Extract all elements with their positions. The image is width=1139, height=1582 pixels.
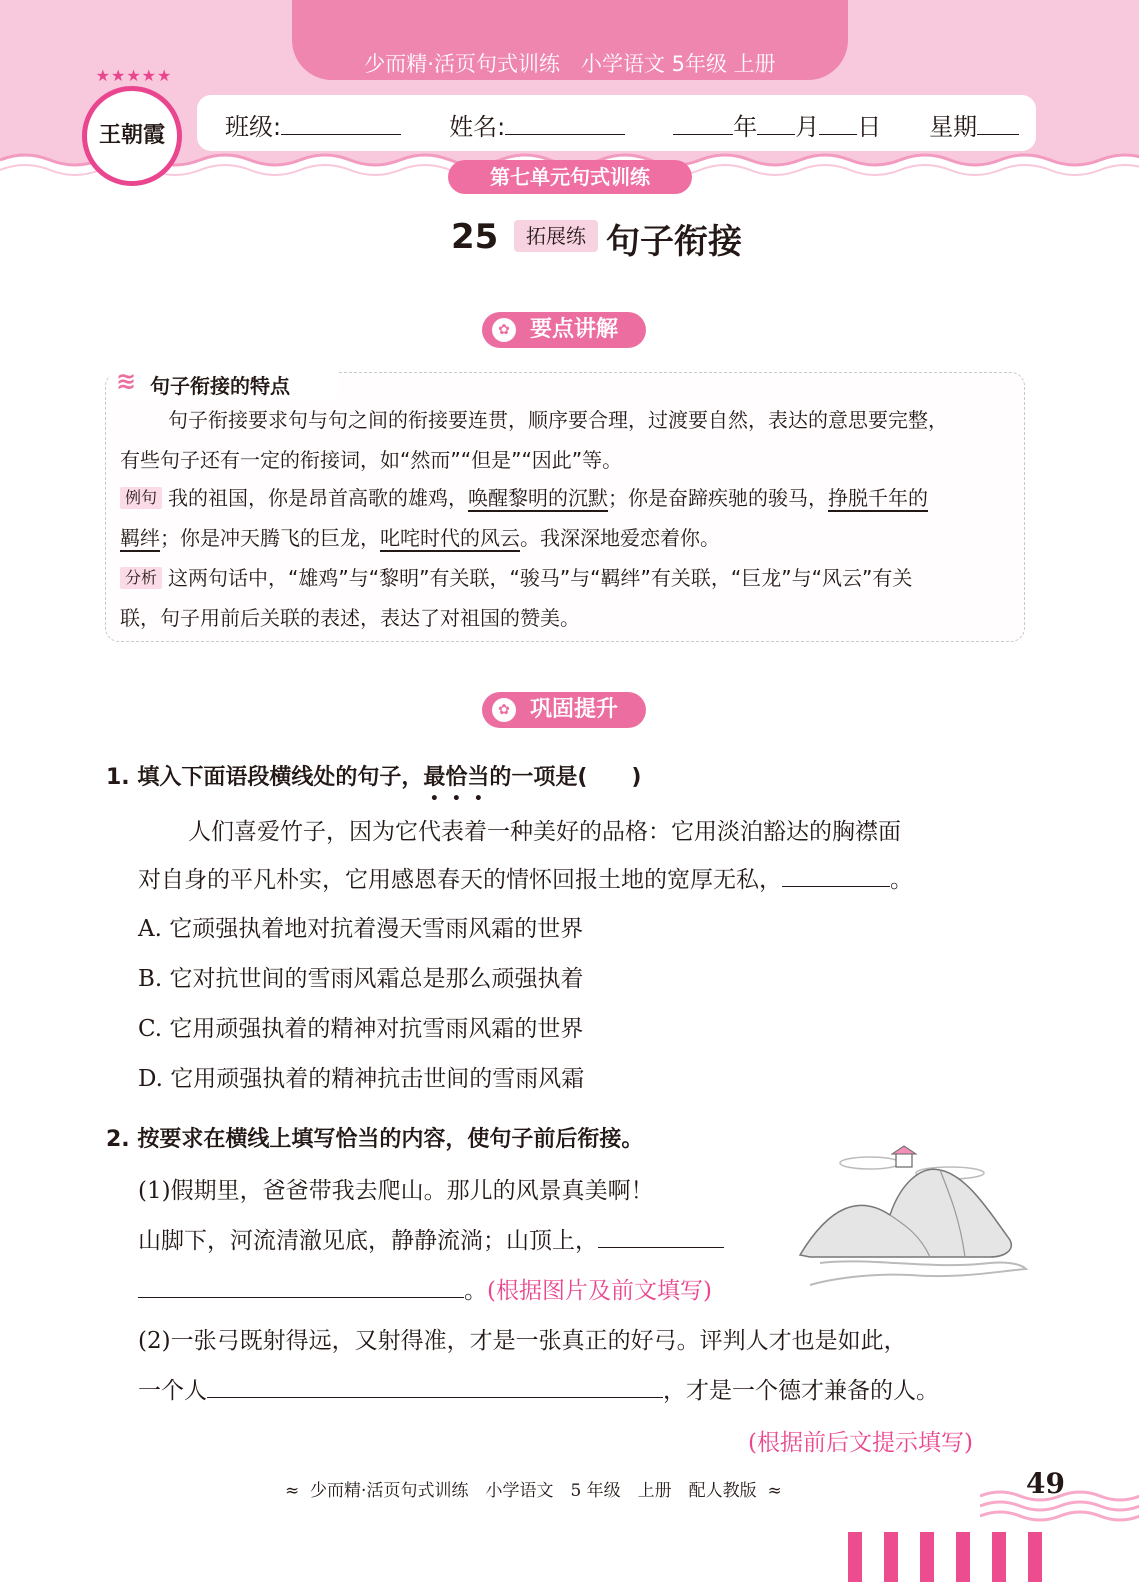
option-b[interactable]: B. 它对抗世间的雪雨风霜总是那么顽强执着 [138, 966, 584, 992]
example-text-4: 。我深深地爱恋着你。 [520, 526, 720, 550]
footer-bar [848, 1532, 862, 1582]
example-underline-1: 唤醒黎明的沉默 [468, 486, 609, 510]
series-title: 少而精·活页句式训练 小学语文 5年级 上册 [364, 52, 776, 76]
q1-passage-line-2 [138, 856, 1028, 904]
name-label: 姓名: [449, 113, 506, 141]
example-line-1 [120, 478, 1020, 518]
example-text-1: 我的祖国，你是昂首高歌的雄鸡， [168, 486, 469, 510]
section-key-points [482, 312, 646, 348]
section-practice [482, 692, 646, 728]
section-practice-label: 巩固提升 [530, 697, 619, 722]
concept-title: 句子衔接的特点 [150, 374, 290, 398]
footer-wave [980, 1488, 1139, 1522]
q2-2-start: 一个人 [138, 1378, 207, 1404]
analysis-line-1 [120, 558, 1020, 598]
option-c[interactable]: C. 它用顽强执着的精神对抗雪雨风霜的世界 [138, 1016, 584, 1042]
concept-line-2: 有些句子还有一定的衔接词，如“然而”“但是”“因此”等。 [120, 448, 623, 472]
example-text-2: ；你是奋蹄疾驰的骏马， [608, 486, 829, 510]
medal-icon: ✿ [492, 318, 516, 342]
option-d[interactable]: D. 它用顽强执着的精神抗击世间的雪雨风霜 [138, 1066, 585, 1092]
q1-title-part-c[interactable]: 的一项是( ) [489, 765, 642, 790]
page-number: 49 [1026, 1467, 1065, 1500]
waves-icon: ≋ [116, 367, 137, 395]
q2-1-text: 山脚下，河流清澈见底，静静流淌；山顶上， [138, 1228, 598, 1254]
q1-title-part-a: 1. 填入下面语段横线处的句子， [106, 765, 424, 790]
lesson-number: 25 [451, 217, 499, 257]
year-label: 年 [733, 113, 758, 141]
lesson-title: 句子衔接 [606, 222, 742, 262]
q1-emphasis-1: 最 [423, 765, 446, 790]
footer-bar [956, 1532, 970, 1582]
q2-2-line-1: (2)一张弓既射得远，又射得准，才是一张真正的好弓。评判人才也是如此， [138, 1328, 907, 1354]
brand-logo-text: 王朝霞 [98, 122, 165, 148]
footer-bar [992, 1532, 1006, 1582]
day-field[interactable] [819, 134, 857, 135]
student-info-row [225, 107, 1019, 142]
example-underline-2b: 羁绊 [120, 526, 160, 550]
q2-1-hint: (根据图片及前文填写) [487, 1278, 712, 1304]
q1-passage-end: 。 [890, 867, 913, 893]
year-field[interactable] [673, 134, 733, 135]
q2-2-line-2 [138, 1366, 939, 1416]
question-2-title: 2. 按要求在横线上填写恰当的内容，使句子前后衔接。 [106, 1127, 644, 1152]
example-underline-3: 叱咤时代的风云 [380, 526, 520, 550]
medal-icon: ✿ [492, 698, 516, 722]
weekday-field[interactable] [977, 134, 1019, 135]
mountain-illustration [790, 1145, 1030, 1295]
question-1-passage [138, 808, 1028, 904]
logo-stars: ★★★★★ [95, 66, 173, 85]
weekday-label: 星期 [929, 113, 978, 141]
question-1-options [138, 904, 584, 1104]
unit-label: 第七单元句式训练 [448, 160, 692, 194]
option-a[interactable]: A. 它顽强执着地对抗着漫天雪雨风霜的世界 [138, 916, 584, 942]
example-tag: 例句 [120, 487, 162, 509]
question-1-title [106, 760, 642, 791]
q2-1-blank-a[interactable] [598, 1247, 724, 1248]
example-text-3: ；你是冲天腾飞的巨龙， [160, 526, 380, 550]
footer-bar [920, 1532, 934, 1582]
class-label: 班级: [225, 113, 282, 141]
q2-2-hint: (根据前后文提示填写) [748, 1430, 973, 1456]
q1-emphasis-3: 当 [467, 765, 490, 790]
q2-1-end: 。 [464, 1278, 487, 1304]
lesson-tag: 拓展练 [514, 220, 598, 252]
footer-bar [884, 1532, 898, 1582]
question-2-part-1 [138, 1166, 724, 1316]
q2-2-end: ，才是一个德才兼备的人。 [663, 1378, 939, 1404]
analysis-text-1: 这两句话中，“雄鸡”与“黎明”有关联，“骏马”与“羁绊”有关联，“巨龙”与“风云”有关 [168, 566, 913, 590]
footer-bar [1028, 1532, 1042, 1582]
q2-1-line-3 [138, 1266, 724, 1316]
month-label: 月 [795, 113, 820, 141]
q1-emphasis-2: 恰 [445, 765, 468, 790]
example-underline-2a: 挣脱千年的 [828, 486, 929, 510]
q2-1-blank-b[interactable] [138, 1297, 464, 1298]
q2-2-blank[interactable] [207, 1397, 663, 1398]
example-line-2 [120, 518, 1020, 558]
name-field[interactable] [505, 134, 625, 135]
month-field[interactable] [757, 134, 795, 135]
section-key-points-label: 要点讲解 [530, 317, 619, 342]
concept-paragraph [120, 400, 1020, 480]
class-field[interactable] [281, 134, 401, 135]
footer-series: ≈ 少而精·活页句式训练 小学语文 5 年级 上册 配人教版 ≈ [285, 1481, 782, 1501]
q1-passage-line-1: 人们喜爱竹子，因为它代表着一种美好的品格：它用淡泊豁达的胸襟面 [188, 819, 901, 845]
q2-1-line-1: (1)假期里，爸爸带我去爬山。那儿的风景真美啊！ [138, 1178, 654, 1204]
analysis-tag: 分析 [120, 567, 162, 589]
q1-passage-text: 对自身的平凡朴实，它用感恩春天的情怀回报土地的宽厚无私， [138, 867, 782, 893]
day-label: 日 [857, 113, 882, 141]
q1-answer-blank[interactable] [782, 886, 890, 887]
analysis-line-2: 联，句子用前后关联的表述，表达了对祖国的赞美。 [120, 606, 580, 630]
q2-1-line-2 [138, 1216, 724, 1266]
concept-line-1: 句子衔接要求句与句之间的衔接要连贯，顺序要合理，过渡要自然，表达的意思要完整， [168, 408, 948, 432]
question-2-part-2 [138, 1316, 939, 1416]
